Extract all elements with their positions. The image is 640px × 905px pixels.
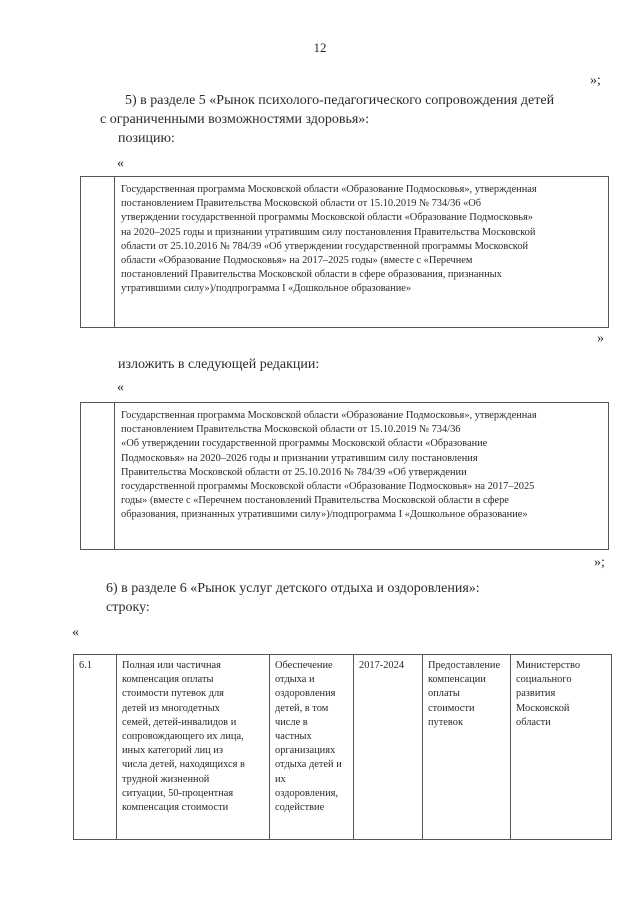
position-new-line: Подмосковья» на 2020–2026 годы и признании утратившим силу постановления: [121, 452, 478, 464]
closing-quote-top: »;: [590, 73, 601, 88]
row-number-cell: [74, 655, 117, 840]
position-new-text: [121, 409, 604, 523]
position-old-line: области от 25.10.2016 № 784/39 «Об утверждении государственной программы Московской: [121, 240, 529, 252]
position-new-line: постановлением Правительства Московской области от 15.10.2019 № 734/36: [121, 424, 461, 436]
measure-line: трудной жизненной: [122, 773, 210, 785]
goal-line: Обеспечение: [275, 660, 333, 671]
position-new-line: годы» (вместе с «Перечнем постановлений Правительства Московской области в сфере: [121, 495, 509, 507]
responsible-line: социального: [516, 674, 572, 686]
position-old-line: утверждении государственной программы Московской области «Образование Подмосковья»: [121, 212, 533, 224]
measure-line: Полная или частичная: [122, 660, 221, 671]
result-line: путевок: [428, 716, 463, 728]
period-cell: [354, 655, 423, 840]
position-new-line: «Об утверждении государственной программы Московской области «Образование: [121, 438, 488, 450]
activity-table: [73, 654, 612, 840]
row-number: 6.1: [79, 660, 92, 671]
measure-line: детей из многодетных: [122, 702, 220, 714]
result-line: компенсации: [428, 674, 486, 686]
open-quote-2: «: [117, 380, 124, 395]
result-line: Предоставление: [428, 660, 501, 671]
responsible-cell: [511, 655, 612, 840]
measure-line: иных категорий лиц из: [122, 745, 223, 757]
position-old-empty-cell: [81, 177, 115, 327]
closing-quote-1: »: [597, 331, 604, 346]
measure-cell: [117, 655, 270, 840]
goal-line: их: [275, 773, 286, 785]
position-old-line: постановлений Правительства Московской области в сфере образования, признанных: [121, 269, 502, 281]
position-old-line: утратившими силу»)/подпрограмма I «Дошкольное образование»: [121, 283, 412, 295]
item5-line2: с ограниченными возможностями здоровья»:: [100, 112, 370, 127]
measure-line: сопровождающего их лица,: [122, 731, 244, 743]
measure-line: стоимости путевок для: [122, 688, 224, 700]
open-quote-1: «: [117, 156, 124, 171]
position-old-line: на 2020–2025 годы и признании утратившим силу постановления Правительства Московской: [121, 226, 536, 238]
measure-line: компенсация оплаты: [122, 674, 214, 686]
goal-line: оздоровления,: [275, 787, 339, 799]
goal-line: частных: [275, 731, 312, 743]
position-new-line: Государственная программа Московской области «Образование Подмосковья», утвержденная: [121, 410, 537, 421]
position-old-line: Государственная программа Московской области «Образование Подмосковья», утвержденная: [121, 184, 537, 195]
goal-line: отдыха детей и: [275, 759, 342, 771]
closing-quote-2: »;: [594, 555, 605, 570]
restate-heading: изложить в следующей редакции:: [118, 357, 320, 372]
result-line: оплаты: [428, 688, 460, 700]
goal-line: числе в: [275, 716, 308, 728]
result-line: стоимости: [428, 702, 475, 714]
measure-line: семей, детей-инвалидов и: [122, 716, 237, 728]
result-cell: [423, 655, 511, 840]
measure-line: ситуации, 50-процентная: [122, 787, 234, 799]
page-number: 12: [313, 40, 327, 55]
responsible-line: Московской: [516, 702, 570, 714]
responsible-line: развития: [516, 688, 556, 700]
period-value: 2017-2024: [359, 660, 405, 671]
item5-line1: 5) в разделе 5 «Рынок психолого-педагогического сопровождения детей: [125, 93, 555, 108]
position-new-line: образования, признанных утратившими силу»)/подпрограмма I «Дошкольное образование»: [121, 509, 528, 521]
goal-line: детей, в том: [275, 702, 329, 714]
table-row: [74, 655, 612, 840]
measure-line: компенсация стоимости: [122, 802, 229, 814]
position-new-box: [80, 402, 609, 550]
goal-line: оздоровления: [275, 688, 336, 700]
position-old-line: постановлением Правительства Московской области от 15.10.2019 № 734/36 «Об: [121, 198, 482, 210]
position-new-empty-cell: [81, 403, 115, 549]
goal-line: организациях: [275, 745, 336, 757]
position-old-text: [121, 183, 604, 297]
item5-line3: позицию:: [118, 131, 175, 146]
position-old-box: [80, 176, 609, 328]
responsible-line: области: [516, 716, 551, 728]
goal-line: содействие: [275, 802, 325, 814]
open-quote-3: «: [72, 625, 79, 640]
item6-line1: 6) в разделе 6 «Рынок услуг детского отдыха и оздоровления»:: [106, 581, 480, 596]
goal-line: отдыха и: [275, 674, 315, 686]
position-old-line: области «Образование Подмосковья» на 2017–2025 годы» (вместе с «Перечнем: [121, 255, 473, 267]
goal-cell: [270, 655, 354, 840]
position-new-line: государственной программы Московской области «Образование Подмосковья» на 2017–2025: [121, 481, 535, 493]
position-new-line: Правительства Московской области от 25.10.2016 № 784/39 «Об утверждении: [121, 466, 467, 478]
measure-line: числа детей, находящихся в: [122, 759, 245, 771]
responsible-line: Министерство: [516, 660, 581, 671]
item6-line2: строку:: [106, 600, 150, 615]
